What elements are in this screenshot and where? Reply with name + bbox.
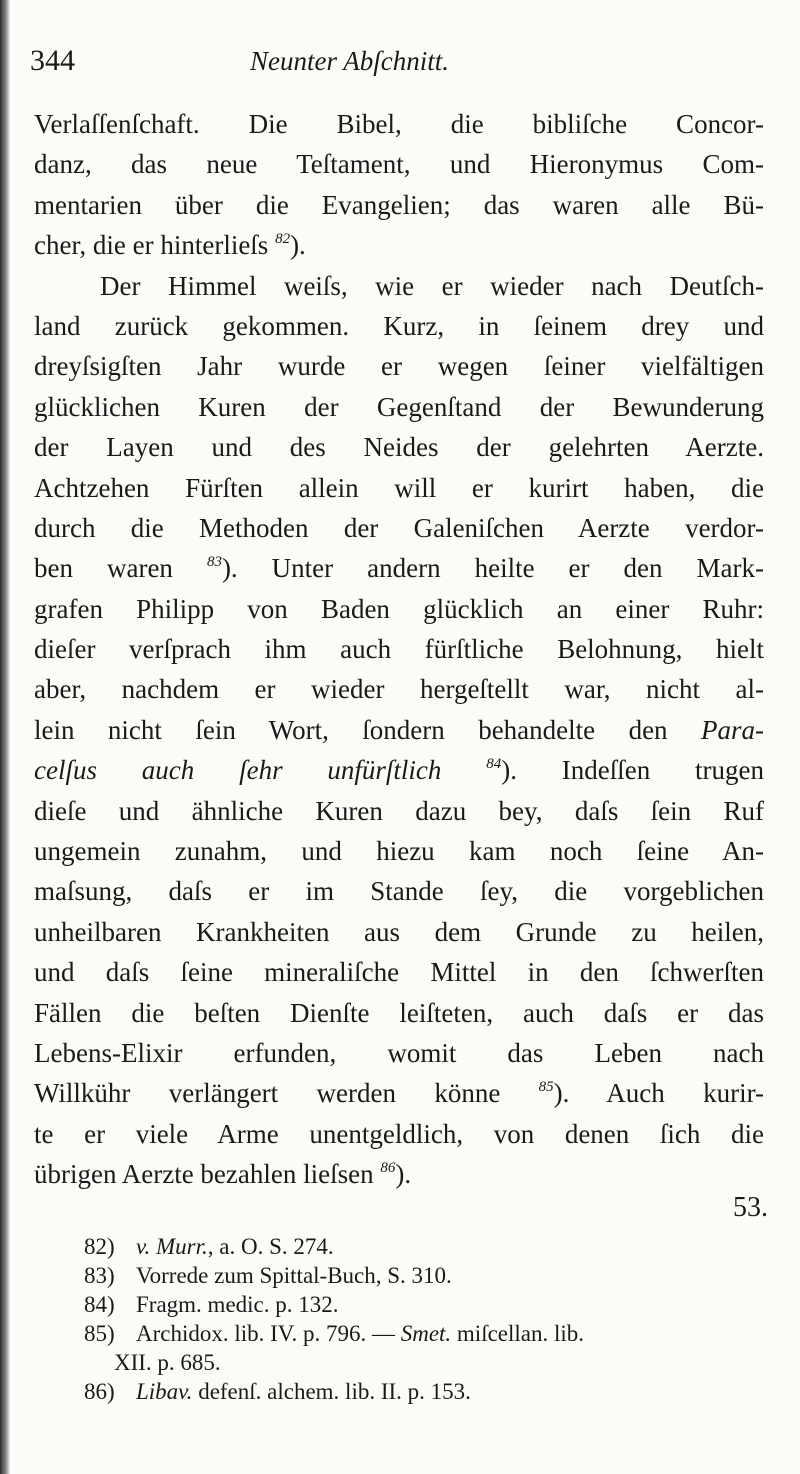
- text-line: Verlaſſenſchaft. Die Bibel, die bibliſche Concor-: [34, 109, 764, 139]
- footnote-ref: 82: [275, 231, 291, 248]
- body-text: [34, 104, 764, 1195]
- footnote-italic: Smet.: [400, 1321, 452, 1346]
- text-line: danz, das neue Teſtament, und Hieronymus Com-: [34, 149, 764, 180]
- text-line: glücklichen Kuren der Gegenſtand der Bewunderung: [34, 391, 764, 422]
- footnote-ref: 86: [380, 1160, 396, 1177]
- footnote-ref: 84: [486, 756, 502, 773]
- footnote-86: [84, 1377, 774, 1406]
- page-number: 344: [30, 44, 75, 77]
- text-line: [34, 1073, 764, 1113]
- footnote-83: [84, 1261, 774, 1290]
- text-fragment: Willkühr verlängert werden könne: [34, 1078, 501, 1109]
- text-line: und daſs ſeine mineraliſche Mittel in den ſchwerſten: [34, 957, 764, 988]
- text-line: grafen Philipp von Baden glücklich an einer Ruhr:: [34, 593, 764, 624]
- text-fragment: celſus auch ſehr unfürſtlich: [34, 755, 442, 786]
- text-fragment: ben waren: [34, 553, 173, 584]
- footnote-ref: 83: [206, 554, 222, 571]
- text-line: Fällen die beſten Dienſte leiſteten, auch daſs er das: [34, 997, 764, 1028]
- text-line: aber, nachdem er wieder hergeſtellt war, nicht al-: [34, 674, 764, 705]
- footnote-number: 84): [84, 1292, 115, 1317]
- text-fragment: cher, die er hinterlieſs: [34, 230, 269, 261]
- text-fragment: ). Unter andern heilte er den Mark-: [221, 553, 764, 584]
- footnote-text: Vorrede zum Spittal-Buch, S. 310.: [136, 1263, 452, 1288]
- text-fragment: ). Auch kurir-: [553, 1078, 764, 1109]
- footnote-82: [84, 1232, 774, 1261]
- text-line: der Layen und des Neides der gelehrten Aerzte.: [34, 432, 764, 463]
- scan-binding-edge: [0, 0, 10, 1474]
- footnote-text: , a. O. S. 274.: [207, 1234, 334, 1259]
- footnote-text: Fragm. medic. p. 132.: [136, 1292, 339, 1317]
- text-fragment: lein nicht ſein Wort, ſondern behandelte den: [34, 714, 668, 745]
- footnote-number: 82): [84, 1234, 115, 1259]
- text-fragment: ). Indeſſen trugen: [501, 755, 764, 786]
- text-fragment: ).: [290, 230, 306, 261]
- footnote-number: 85): [84, 1321, 115, 1346]
- footnote-ref: 85: [538, 1079, 554, 1096]
- footnote-text: defenſ. alchem. lib. II. p. 153.: [192, 1379, 471, 1404]
- text-line: land zurück gekommen. Kurz, in ſeinem drey und: [34, 310, 764, 341]
- running-head: Neunter Abſchnitt.: [250, 46, 449, 76]
- text-line: [34, 710, 764, 750]
- footnotes: [84, 1232, 774, 1406]
- text-line: [34, 548, 764, 588]
- text-line: [34, 1154, 764, 1194]
- text-line: dieſe und ähnliche Kuren dazu bey, daſs ſein Ruf: [34, 795, 764, 826]
- footnote-85: [84, 1319, 774, 1377]
- text-line: [34, 225, 764, 265]
- page-header: [30, 44, 770, 84]
- text-line: mentarien über die Evangelien; das waren alle Bü-: [34, 189, 764, 220]
- footnote-84: [84, 1290, 774, 1319]
- footnote-number: 86): [84, 1379, 115, 1404]
- footnote-italic: Libav.: [136, 1379, 193, 1404]
- text-line: maſsung, daſs er im Stande ſey, die vorgeblichen: [34, 876, 764, 907]
- text-line: Lebens-Elixir erfunden, womit das Leben nach: [34, 1037, 764, 1068]
- text-line: unheilbaren Krankheiten aus dem Grunde zu heilen,: [34, 916, 764, 947]
- footnote-text: Archidox. lib. IV. p. 796. —: [136, 1321, 401, 1346]
- footnote-text: miſcellan. lib.: [451, 1321, 585, 1346]
- text-line: [34, 750, 764, 790]
- text-line: Der Himmel weiſs, wie er wieder nach Deutſch-: [100, 270, 764, 301]
- footnote-number: 83): [84, 1263, 115, 1288]
- text-line: durch die Methoden der Galeniſchen Aerzte verdor-: [34, 512, 764, 543]
- text-fragment: ).: [395, 1159, 412, 1190]
- text-line: dieſer verſprach ihm auch fürſtliche Belohnung, hielt: [34, 634, 764, 665]
- italic-name: Para-: [701, 714, 764, 745]
- text-line: Achtzehen Fürſten allein will er kurirt haben, die: [34, 472, 764, 503]
- catchword: 53.: [733, 1192, 768, 1223]
- text-line: ungemein zunahm, und hiezu kam noch ſeine An-: [34, 836, 764, 867]
- text-fragment: übrigen Aerzte bezahlen lieſsen: [34, 1159, 374, 1190]
- text-line: dreyſsigſten Jahr wurde er wegen ſeiner vielfältigen: [34, 351, 764, 382]
- footnote-italic: v. Murr.: [136, 1234, 208, 1259]
- footnote-continuation: XII. p. 685.: [114, 1350, 221, 1375]
- text-line: te er viele Arme unentgeldlich, von denen ſich die: [34, 1118, 764, 1149]
